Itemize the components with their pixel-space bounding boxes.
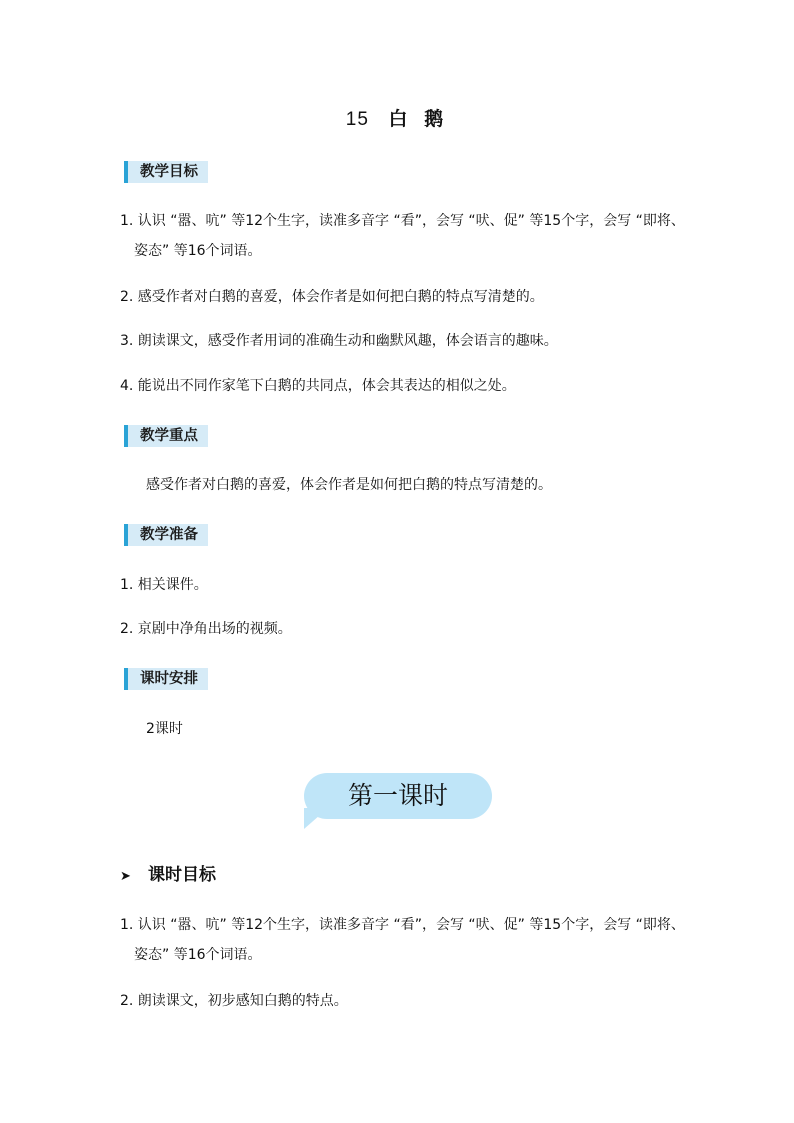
- period-goals-heading: [120, 862, 216, 890]
- section-tag-goals: 教学目标: [124, 161, 208, 183]
- goal-item-1: 1. 认识 “嚣、吭” 等12个生字，读准多音字 “看”，会写 “吠、促” 等15个字，会写 “即将、姿态” 等16个词语。: [120, 213, 685, 259]
- lesson-title-char: 鹅: [424, 108, 445, 130]
- goal-item-3: 3. 朗读课文，感受作者用词的准确生动和幽默风趣，体会语言的趣味。: [120, 333, 558, 349]
- schedule-text: 2课时: [146, 721, 183, 737]
- period-goals-label: 课时目标: [148, 865, 216, 885]
- goal-item-2: 2. 感受作者对白鹅的喜爱，体会作者是如何把白鹅的特点写清楚的。: [120, 289, 544, 305]
- section-tag-schedule: 课时安排: [124, 668, 208, 690]
- lesson-name: [385, 108, 449, 130]
- prep-item-2: 2. 京剧中净角出场的视频。: [120, 621, 292, 637]
- period-goal-item-1: 1. 认识 “嚣、吭” 等12个生字，读准多音字 “看”，会写 “吠、促” 等15个字，会写 “即将、姿态” 等16个词语。: [120, 917, 685, 963]
- period-goal-item-2: 2. 朗读课文，初步感知白鹅的特点。: [120, 993, 348, 1009]
- section-tag-prep: 教学准备: [124, 524, 208, 546]
- focus-text: 感受作者对白鹅的喜爱，体会作者是如何把白鹅的特点写清楚的。: [146, 477, 552, 493]
- period-banner: 第一课时: [304, 773, 492, 819]
- prep-item-1: 1. 相关课件。: [120, 577, 208, 593]
- section-tag-focus: 教学重点: [124, 425, 208, 447]
- lesson-title: [0, 104, 794, 131]
- lesson-number: 15: [345, 109, 369, 130]
- lesson-title-char: 白: [388, 108, 409, 130]
- arrow-right-icon: ➤: [120, 869, 131, 884]
- goal-item-4: 4. 能说出不同作家笔下白鹅的共同点，体会其表达的相似之处。: [120, 378, 516, 394]
